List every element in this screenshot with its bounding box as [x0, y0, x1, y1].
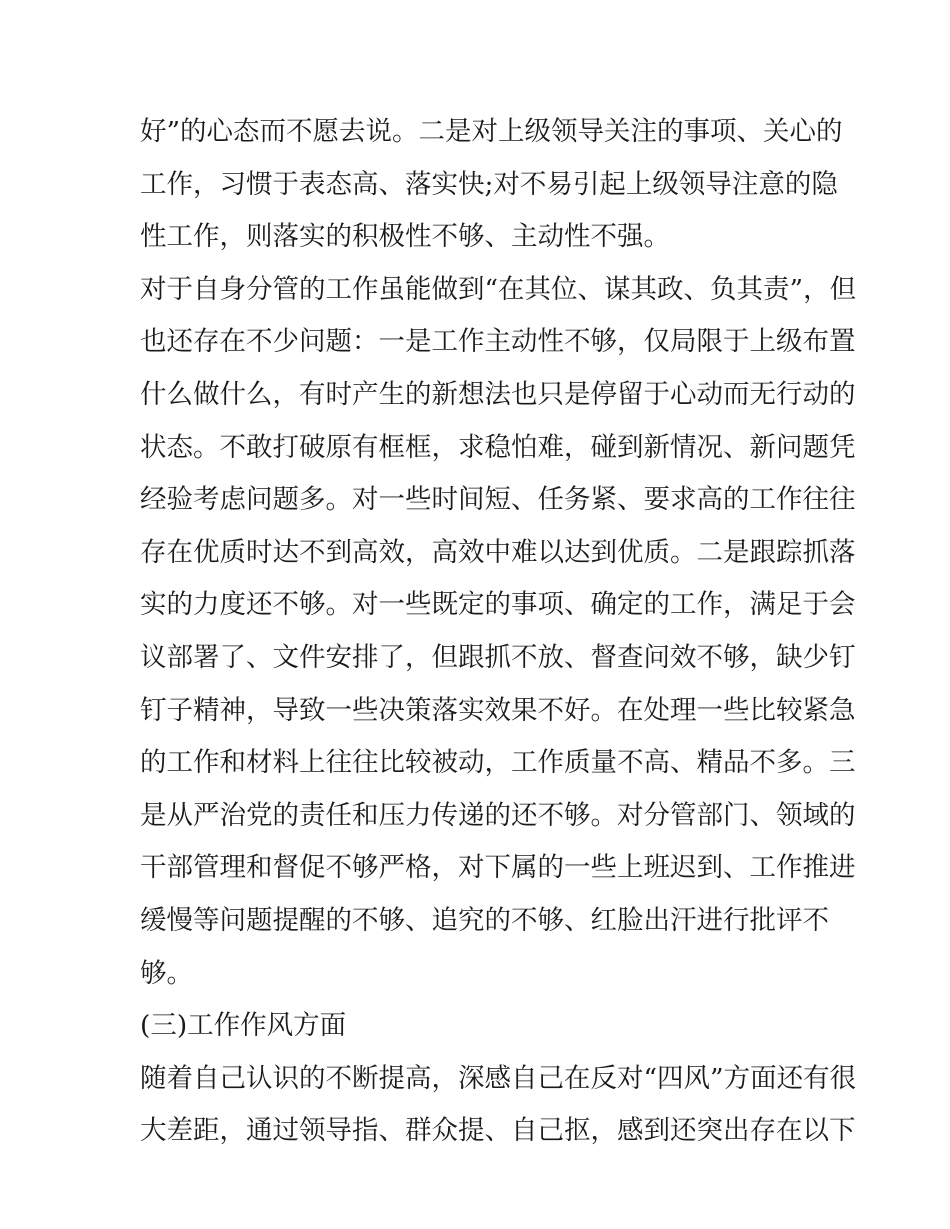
- text-line: 大差距，通过领导指、群众提、自己抠，感到还突出存在以下: [140, 1115, 856, 1147]
- text-line: 状态。不敢打破原有框框，求稳怕难，碰到新情况、新问题凭: [140, 431, 856, 463]
- text-line: 经验考虑问题多。对一些时间短、任务紧、要求高的工作往往: [140, 484, 856, 516]
- text-line: 也还存在不少问题：一是工作主动性不够，仅局限于上级布置: [140, 326, 856, 358]
- document-body: [140, 106, 857, 1158]
- text-line: 随着自己认识的不断提高，深感自己在反对“四风”方面还有很: [140, 1062, 857, 1094]
- text-line: 工作，习惯于表态高、落实快;对不易引起上级领导注意的隐: [140, 168, 838, 200]
- text-line: 存在优质时达不到高效，高效中难以达到优质。二是跟踪抓落: [140, 536, 856, 568]
- text-line: 议部署了、文件安排了，但跟抓不放、督查问效不够，缺少钉: [140, 641, 856, 673]
- text-line: 钉子精神，导致一些决策落实效果不好。在处理一些比较紧急: [140, 694, 856, 726]
- text-line: 缓慢等问题提醒的不够、追究的不够、红脸出汗进行批评不: [140, 904, 829, 936]
- text-line: 够。: [140, 957, 193, 989]
- text-line: 实的力度还不够。对一些既定的事项、确定的工作，满足于会: [140, 589, 856, 621]
- section-heading: (三)工作作风方面: [140, 1010, 347, 1042]
- text-line: 对于自身分管的工作虽能做到“在其位、谋其政、负其责”，但: [140, 273, 857, 305]
- text-line: 什么做什么，有时产生的新想法也只是停留于心动而无行动的: [140, 378, 856, 410]
- text-line: 是从严治党的责任和压力传递的还不够。对分管部门、领域的: [140, 799, 856, 831]
- text-line: 好”的心态而不愿去说。二是对上级领导关注的事项、关心的: [140, 116, 843, 147]
- text-line: 的工作和材料上往往比较被动，工作质量不高、精品不多。三: [140, 747, 856, 779]
- text-line: 干部管理和督促不够严格，对下属的一些上班迟到、工作推进: [140, 852, 856, 884]
- text-line: 性工作，则落实的积极性不够、主动性不强。: [140, 221, 670, 253]
